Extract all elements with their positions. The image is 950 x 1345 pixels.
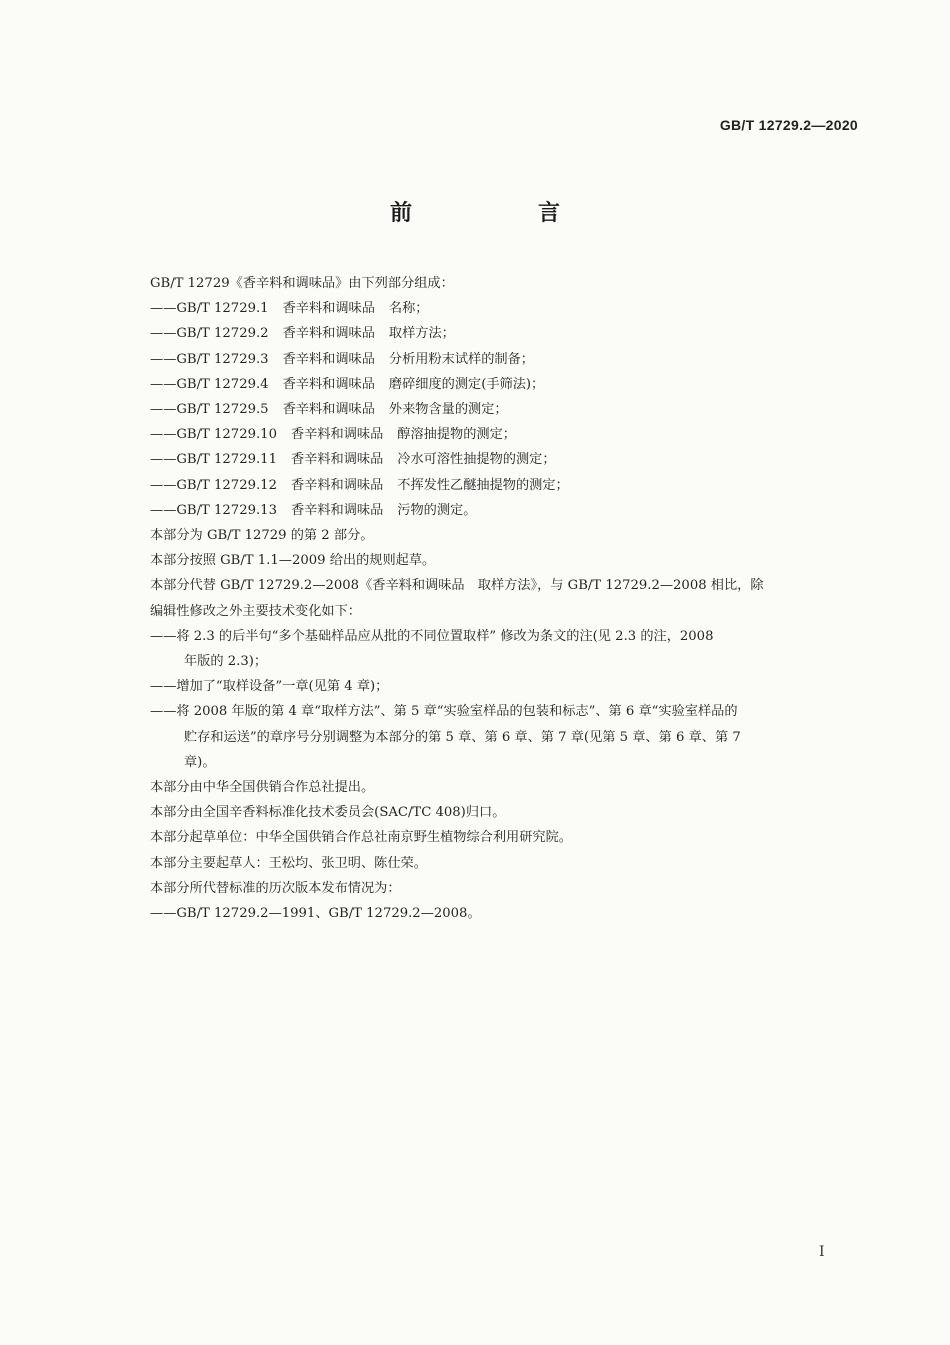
replaces-paragraph-line: 编辑性修改之外主要技术变化如下： xyxy=(150,603,361,619)
part-name: 醇溶抽提物的测定； xyxy=(397,427,516,443)
list-item xyxy=(150,422,856,447)
part-name: 外来物含量的测定； xyxy=(388,402,508,418)
part-code: ——GB/T 12729.10 xyxy=(150,427,277,443)
part-code: ——GB/T 12729.12 xyxy=(150,477,277,493)
list-item: ——将 2008 年版的第 4 章“取样方法”、第 5 章“实验室样品的包装和标志”、第 6 章“实验室样品的 xyxy=(150,704,738,720)
part-name: 分析用粉末试样的制备； xyxy=(388,351,534,367)
list-item xyxy=(150,447,856,472)
drafting-unit-paragraph: 本部分起草单位：中华全国供销合作总社南京野生植物综合利用研究院。 xyxy=(150,830,572,846)
part-group: 香辛料和调味品 xyxy=(290,502,384,518)
managed-by-paragraph: 本部分由全国辛香料标准化技术委员会(SAC/TC 408)归口。 xyxy=(150,805,506,821)
list-item-continuation: 年版的 2.3)； xyxy=(184,654,268,670)
part-group: 香辛料和调味品 xyxy=(282,376,375,392)
part-code: ——GB/T 12729.11 xyxy=(150,452,277,468)
intro-paragraph: GB/T 12729《香辛料和调味品》由下列部分组成： xyxy=(150,276,454,291)
list-item-continuation: 贮存和运送”的章序号分别调整为本部分的第 5 章、第 6 章、第 7 章(见第 5 章、第 6 章、第 7 xyxy=(184,729,741,745)
drafting-rules-paragraph: 本部分按照 GB/T 1.1—2009 给出的规则起草。 xyxy=(150,553,436,569)
list-item-continuation: 章)。 xyxy=(184,754,216,770)
document-code: GB/T 12729.2—2020 xyxy=(719,117,858,133)
list-item xyxy=(150,372,856,397)
page-number: I xyxy=(819,1244,825,1260)
part-group: 香辛料和调味品 xyxy=(282,351,375,367)
part-name: 冷水可溶性抽提物的测定； xyxy=(397,452,556,468)
history-paragraph: ——GB/T 12729.2—1991、GB/T 12729.2—2008。 xyxy=(150,906,481,922)
part-code: ——GB/T 12729.13 xyxy=(150,502,277,518)
list-item xyxy=(150,296,856,321)
part-group: 香辛料和调味品 xyxy=(290,477,384,493)
page-title: 前 言 xyxy=(389,201,612,226)
part-code: ——GB/T 12729.1 xyxy=(150,301,269,317)
part-group: 香辛料和调味品 xyxy=(290,427,384,443)
proposed-by-paragraph: 本部分由中华全国供销合作总社提出。 xyxy=(150,780,375,796)
part-name: 磨碎细度的测定(手筛法)； xyxy=(388,376,545,392)
parts-list xyxy=(150,296,856,523)
list-item xyxy=(150,321,856,346)
changes-list xyxy=(150,624,856,775)
part-code: ——GB/T 12729.4 xyxy=(150,376,269,392)
part-name: 名称； xyxy=(388,301,429,317)
drafters-paragraph: 本部分主要起草人：王松均、张卫明、陈仕荣。 xyxy=(150,855,427,871)
list-item xyxy=(150,498,856,523)
document-body xyxy=(150,271,856,926)
list-item xyxy=(150,347,856,372)
part-of-paragraph: 本部分为 GB/T 12729 的第 2 部分。 xyxy=(150,528,374,544)
part-code: ——GB/T 12729.5 xyxy=(150,402,269,418)
part-group: 香辛料和调味品 xyxy=(282,326,375,342)
part-name: 不挥发性乙醚抽提物的测定； xyxy=(397,477,569,493)
replaces-paragraph-line: 本部分代替 GB/T 12729.2—2008《香辛料和调味品 取样方法》，与 GB/T 12729.2—2008 相比，除 xyxy=(150,578,764,594)
part-group: 香辛料和调味品 xyxy=(290,452,384,468)
part-code: ——GB/T 12729.2 xyxy=(150,326,269,342)
list-item: ——将 2.3 的后半句“多个基础样品应从批的不同位置取样” 修改为条文的注(见 2.3 的注，2008 xyxy=(150,628,714,644)
part-name: 污物的测定。 xyxy=(397,502,477,518)
part-group: 香辛料和调味品 xyxy=(282,301,375,317)
list-item xyxy=(150,397,856,422)
history-intro-paragraph: 本部分所代替标准的历次版本发布情况为： xyxy=(150,880,401,896)
part-group: 香辛料和调味品 xyxy=(282,402,375,418)
list-item xyxy=(150,473,856,498)
part-name: 取样方法； xyxy=(388,326,455,342)
list-item: ——增加了“取样设备”一章(见第 4 章)； xyxy=(150,679,389,695)
part-code: ——GB/T 12729.3 xyxy=(150,351,269,367)
